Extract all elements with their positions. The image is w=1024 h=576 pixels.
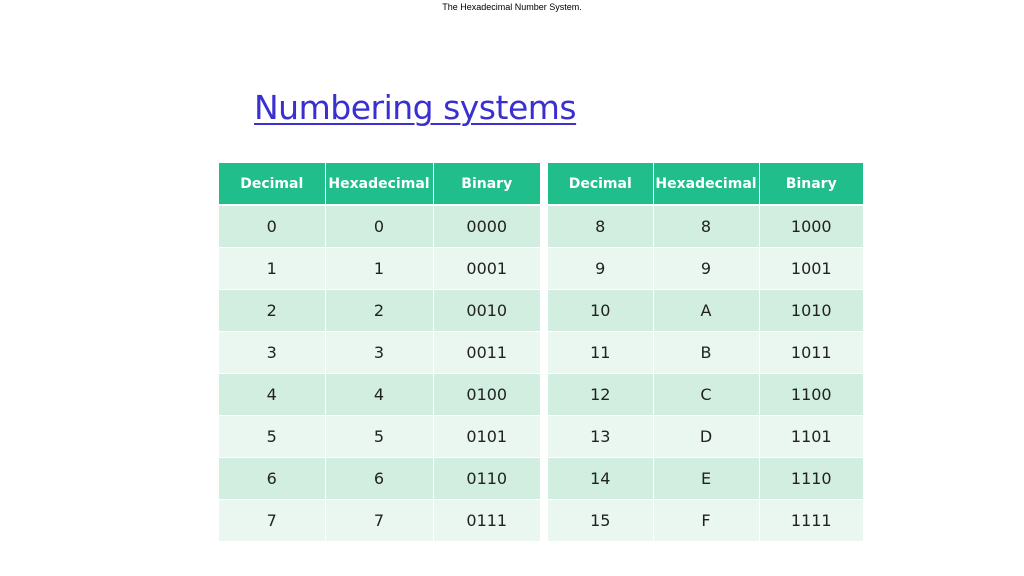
decimal-cell: 1: [219, 248, 325, 290]
table-row: [219, 332, 540, 374]
hexadecimal-cell: 1: [325, 248, 433, 290]
table-row: [219, 458, 540, 500]
binary-cell: 1100: [759, 374, 863, 416]
table-row: [219, 374, 540, 416]
binary-cell: 0101: [433, 416, 540, 458]
hexadecimal-cell: 2: [325, 290, 433, 332]
decimal-cell: 12: [548, 374, 653, 416]
table-row: [219, 290, 540, 332]
table-row: [548, 458, 863, 500]
hexadecimal-cell: 5: [325, 416, 433, 458]
binary-cell: 1011: [759, 332, 863, 374]
hexadecimal-cell: A: [653, 290, 759, 332]
decimal-cell: 2: [219, 290, 325, 332]
table-row: [548, 205, 863, 248]
binary-cell: 1110: [759, 458, 863, 500]
decimal-cell: 10: [548, 290, 653, 332]
table-row: [548, 374, 863, 416]
page-header: The Hexadecimal Number System.: [442, 2, 582, 12]
binary-cell: 0000: [433, 205, 540, 248]
hexadecimal-cell: 4: [325, 374, 433, 416]
numbering-table-left: [219, 163, 540, 542]
hexadecimal-cell: E: [653, 458, 759, 500]
binary-cell: 0100: [433, 374, 540, 416]
column-header-decimal: Decimal: [548, 163, 653, 205]
table-row: [548, 416, 863, 458]
decimal-cell: 15: [548, 500, 653, 542]
binary-cell: 1001: [759, 248, 863, 290]
column-header-hexadecimal: Hexadecimal: [325, 163, 433, 205]
hexadecimal-cell: 8: [653, 205, 759, 248]
table-row: [548, 332, 863, 374]
numbering-table-right: [548, 163, 863, 542]
column-header-binary: Binary: [433, 163, 540, 205]
decimal-cell: 4: [219, 374, 325, 416]
table-header-row: [219, 163, 540, 205]
decimal-cell: 0: [219, 205, 325, 248]
binary-cell: 1010: [759, 290, 863, 332]
table-header-row: [548, 163, 863, 205]
binary-cell: 1111: [759, 500, 863, 542]
decimal-cell: 6: [219, 458, 325, 500]
decimal-cell: 14: [548, 458, 653, 500]
column-header-hexadecimal: Hexadecimal: [653, 163, 759, 205]
table-row: [548, 290, 863, 332]
hexadecimal-cell: 6: [325, 458, 433, 500]
slide-title: Numbering systems: [254, 88, 577, 127]
binary-cell: 0001: [433, 248, 540, 290]
binary-cell: 0111: [433, 500, 540, 542]
binary-cell: 0110: [433, 458, 540, 500]
hexadecimal-cell: 3: [325, 332, 433, 374]
decimal-cell: 7: [219, 500, 325, 542]
hexadecimal-cell: C: [653, 374, 759, 416]
binary-cell: 1000: [759, 205, 863, 248]
column-header-decimal: Decimal: [219, 163, 325, 205]
decimal-cell: 13: [548, 416, 653, 458]
hexadecimal-cell: 7: [325, 500, 433, 542]
table-row: [548, 248, 863, 290]
decimal-cell: 3: [219, 332, 325, 374]
decimal-cell: 5: [219, 416, 325, 458]
table-row: [548, 500, 863, 542]
table-row: [219, 248, 540, 290]
hexadecimal-cell: D: [653, 416, 759, 458]
binary-cell: 0010: [433, 290, 540, 332]
binary-cell: 1101: [759, 416, 863, 458]
hexadecimal-cell: 0: [325, 205, 433, 248]
hexadecimal-cell: B: [653, 332, 759, 374]
decimal-cell: 11: [548, 332, 653, 374]
table-row: [219, 416, 540, 458]
hexadecimal-cell: F: [653, 500, 759, 542]
column-header-binary: Binary: [759, 163, 863, 205]
table-row: [219, 500, 540, 542]
table-row: [219, 205, 540, 248]
hexadecimal-cell: 9: [653, 248, 759, 290]
decimal-cell: 8: [548, 205, 653, 248]
decimal-cell: 9: [548, 248, 653, 290]
binary-cell: 0011: [433, 332, 540, 374]
